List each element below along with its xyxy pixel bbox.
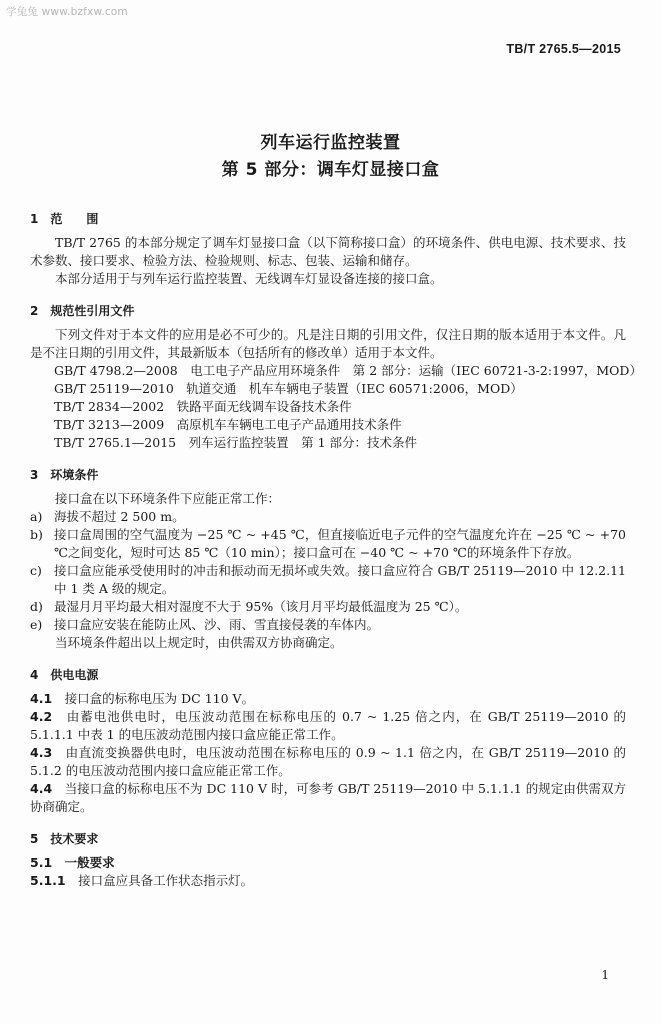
document-subtitle: 第 5 部分：调车灯显接口盒 — [221, 160, 440, 180]
list-marker: b) — [30, 527, 43, 542]
list-text: 接口盒应安装在能防止风、沙、雨、雪直接侵袭的车体内。 — [54, 617, 380, 632]
environment-intro: 接口盒在以下环境条件下应能正常工作： — [55, 491, 281, 506]
list-item — [30, 616, 626, 634]
section-heading-technical-requirements: 5 技术要求 — [30, 832, 99, 846]
list-text: 接口盒应能承受使用时的冲击和振动而无损坏或失效。接口盒应符合 GB/T 25119—2010 中 12.2.11 中 1 类 A 级的规定。 — [54, 563, 626, 596]
subsection-heading — [30, 854, 626, 872]
references-intro: 下列文件对于本文件的应用是必不可少的。凡是注日期的引用文件，仅注日期的版本适用于本文件。凡是不注日期的引用文件，其最新版本（包括所有的修改单）适用于本文件。 — [30, 327, 626, 360]
document-title: 列车运行监控装置 — [260, 133, 401, 153]
clause-number: 4.1 — [30, 691, 53, 706]
reference-item: GB/T 25119—2010 轨道交通 机车车辆电子装置（IEC 60571:2006，MOD） — [54, 381, 523, 396]
environment-outro: 当环境条件超出以上规定时，由供需双方协商确定。 — [55, 635, 343, 650]
document-body — [30, 210, 642, 890]
clause-number: 4.4 — [30, 781, 53, 796]
section-heading-environment: 3 环境条件 — [30, 468, 99, 482]
clause-text: 接口盒的标称电压为 DC 110 V。 — [64, 691, 255, 706]
clause-number: 4.3 — [30, 745, 53, 760]
clause — [30, 690, 626, 708]
section-heading-power-supply: 4 供电电源 — [30, 668, 99, 682]
list-text: 最湿月月平均最大相对湿度不大于 95%（该月月平均最低温度为 25 ℃）。 — [54, 599, 468, 614]
section-heading-scope: 1 范 围 — [30, 212, 99, 226]
reference-item: TB/T 2765.1—2015 列车运行监控装置 第 1 部分：技术条件 — [54, 435, 417, 450]
reference-item: TB/T 2834—2002 铁路平面无线调车设备技术条件 — [54, 399, 352, 414]
page-number: 1 — [601, 968, 609, 982]
scope-paragraph: TB/T 2765 的本部分规定了调车灯显接口盒（以下简称接口盒）的环境条件、供电电源、技术要求、技术参数、接口要求、检验方法、检验规则、标志、包装、运输和储存。 — [30, 235, 626, 268]
list-text: 海拔不超过 2 500 m。 — [54, 509, 185, 524]
clause-text: 由蓄电池供电时，电压波动范围在标称电压的 0.7 ~ 1.25 倍之内，在 GB/T 25119—2010 的 5.1.1.1 中表 1 的电压波动范围内接口盒应能正常工作。 — [30, 709, 626, 742]
clause-text: 当接口盒的标称电压不为 DC 110 V 时，可参考 GB/T 25119—2010 中 5.1.1.1 的规定由供需双方协商确定。 — [30, 781, 626, 814]
list-text: 接口盒周围的空气温度为 −25 ℃ ~ +45 ℃，但直接临近电子元件的空气温度允许在 −25 ℃ ~ +70 ℃之间变化，短时可达 85 ℃（10 min）；接口盒可在 −40 ℃ ~ +70 ℃的环境条件下存放。 — [54, 527, 626, 560]
reference-item: TB/T 3213—2009 高原机车车辆电工电子产品通用技术条件 — [54, 417, 402, 432]
clause-number: 4.2 — [30, 709, 53, 724]
section-heading-references: 2 规范性引用文件 — [30, 304, 135, 318]
list-item — [30, 526, 626, 562]
clause-text: 由直流变换器供电时，电压波动范围在标称电压的 0.9 ~ 1.1 倍之内，在 GB/T 25119—2010 的 5.1.2 的电压波动范围内接口盒应能正常工作。 — [30, 745, 626, 778]
reference-item: GB/T 4798.2—2008 电工电子产品应用环境条件 第 2 部分：运输（IEC 60721-3-2:1997，MOD） — [54, 363, 642, 378]
watermark: 学兔兔 www.bzfxw.com — [6, 6, 128, 18]
clause — [30, 744, 626, 780]
list-marker: d) — [30, 599, 43, 614]
subsection-title: 一般要求 — [64, 855, 115, 870]
clause-text: 接口盒应具备工作状态指示灯。 — [78, 873, 254, 888]
list-item — [30, 508, 626, 526]
list-item — [30, 562, 626, 598]
clause-number: 5.1.1 — [30, 873, 66, 888]
subsection-number: 5.1 — [30, 855, 53, 870]
clause — [30, 872, 626, 890]
clause — [30, 708, 626, 744]
list-item — [30, 598, 626, 616]
list-marker: e) — [30, 617, 43, 632]
scope-applicability: 本部分适用于与列车运行监控装置、无线调车灯显设备连接的接口盒。 — [55, 271, 443, 286]
list-marker: a) — [30, 509, 43, 524]
list-marker: c) — [30, 563, 42, 578]
standard-number: TB/T 2765.5—2015 — [506, 42, 621, 56]
clause — [30, 780, 626, 816]
